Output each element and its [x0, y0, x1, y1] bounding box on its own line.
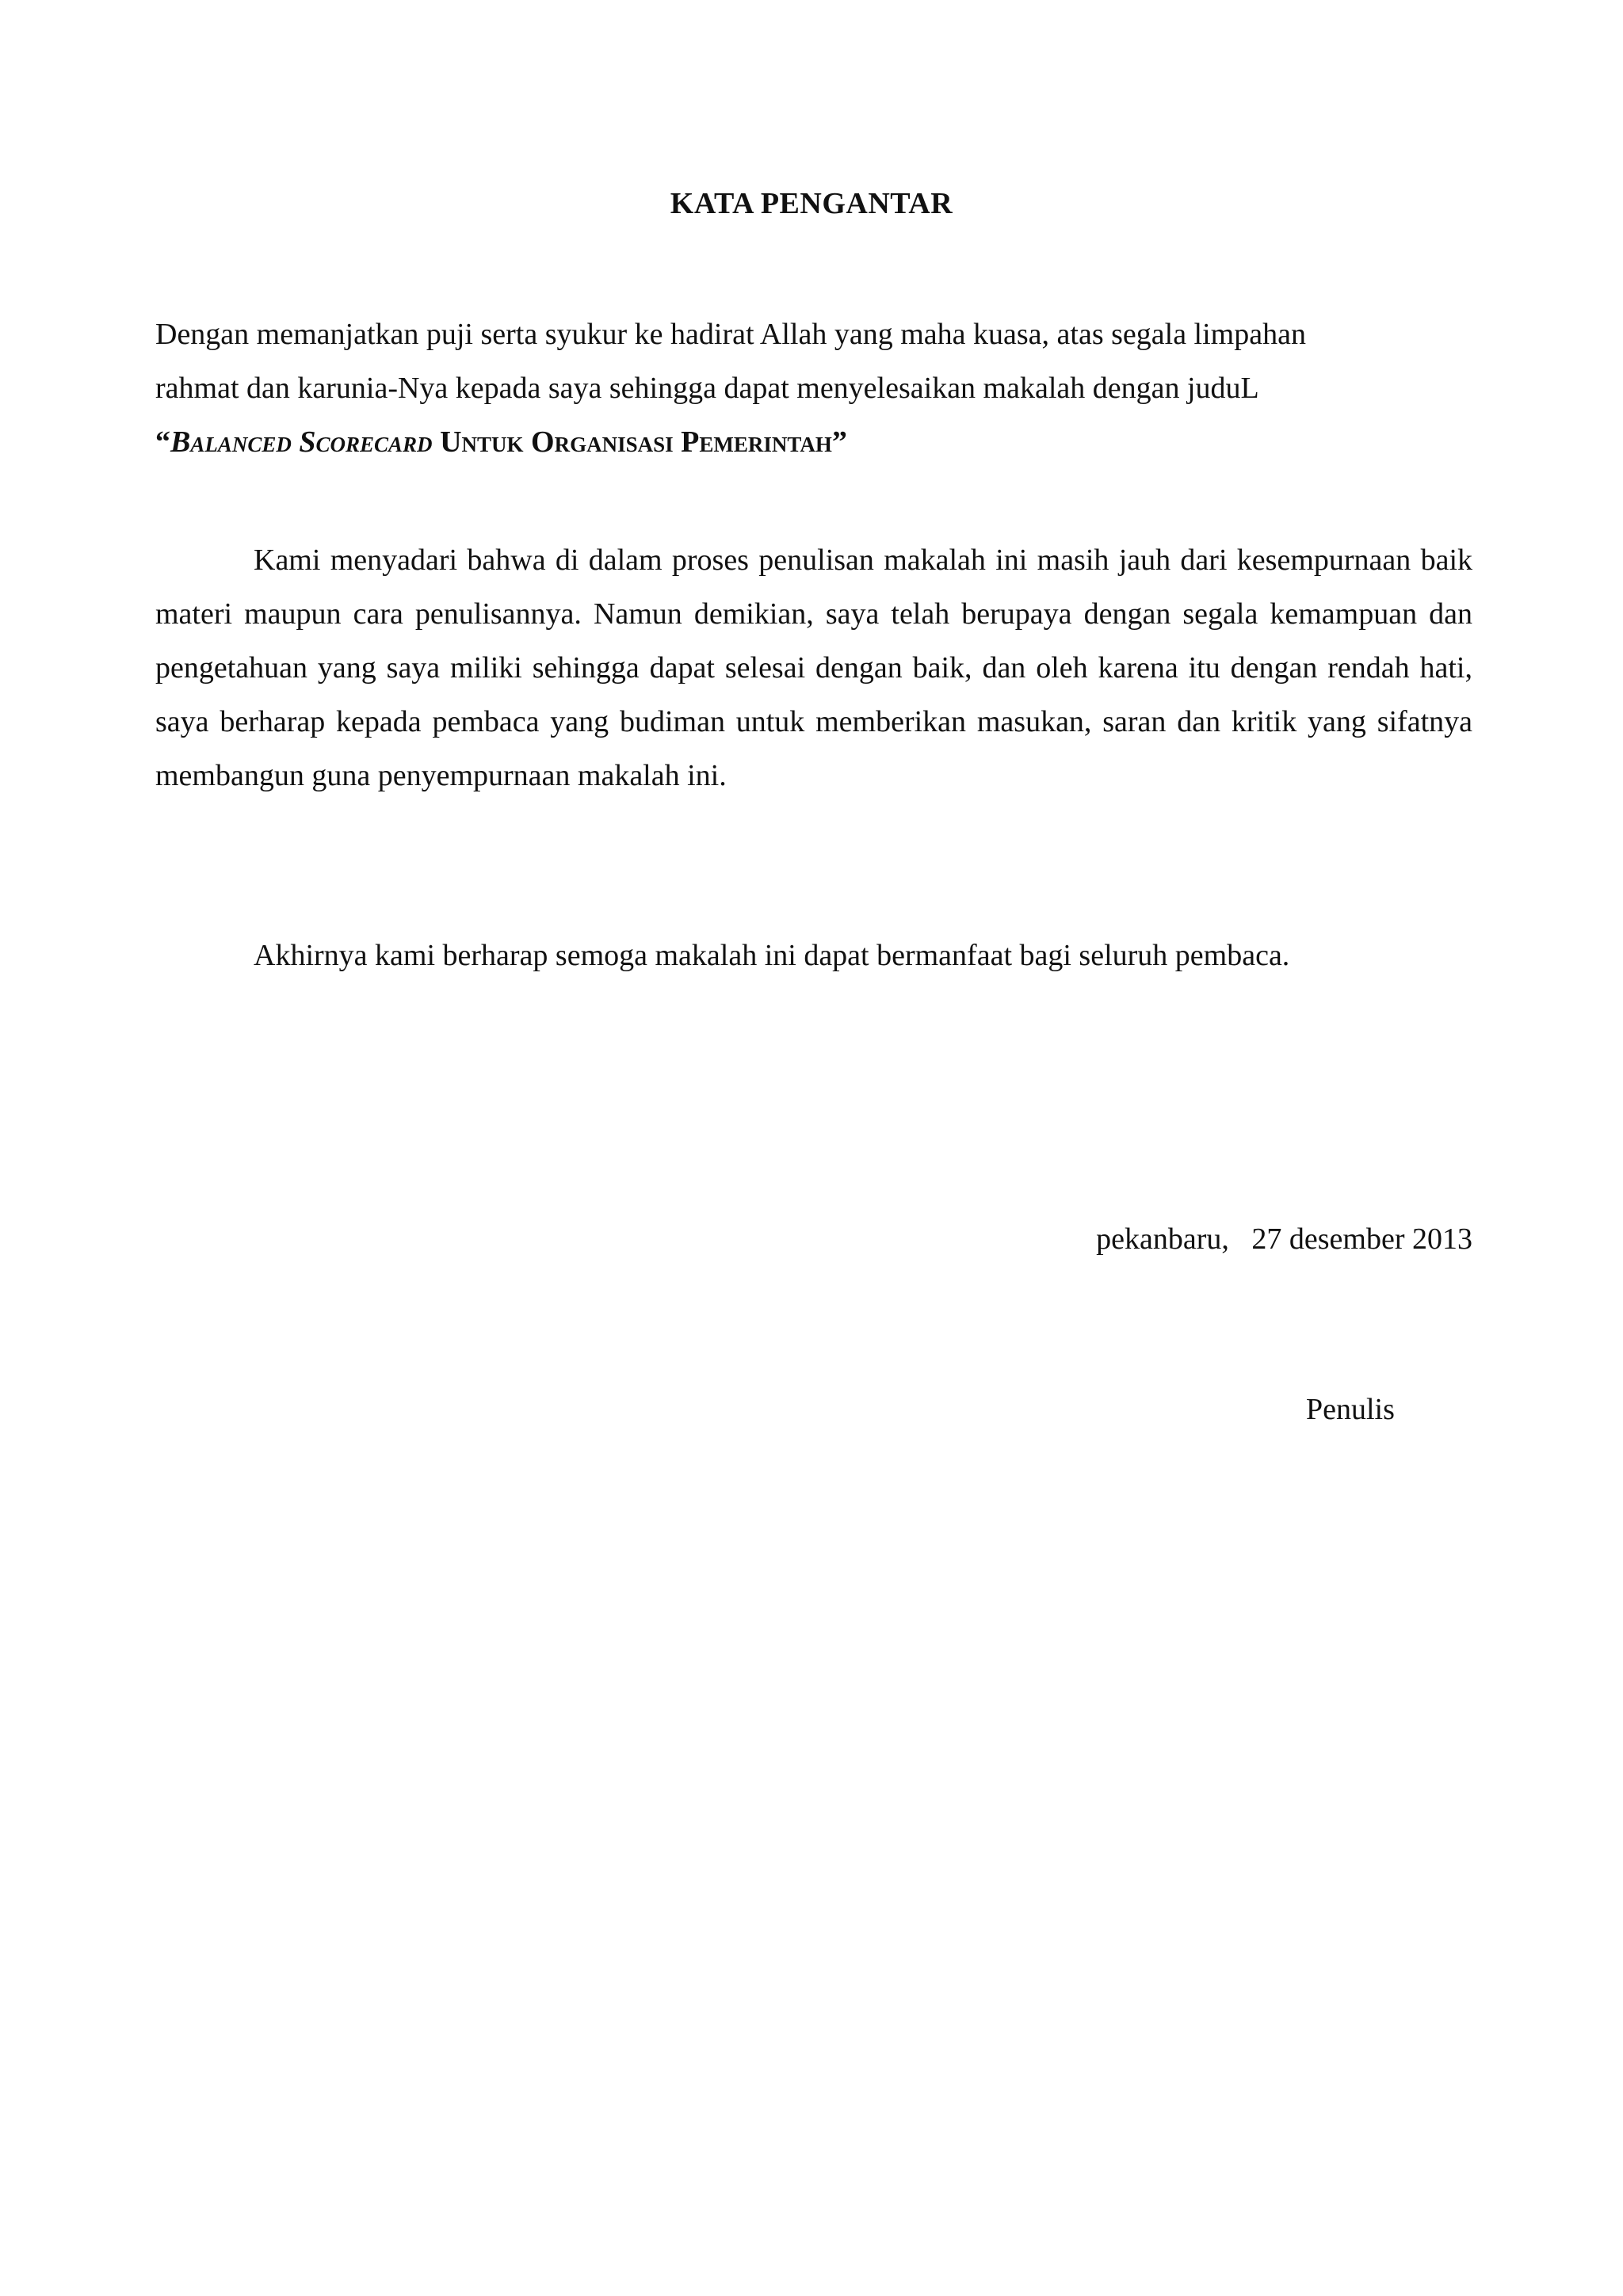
opening-line-2: rahmat dan karunia-Nya kepada saya sehingga dapat menyelesaikan makalah dengan juduL — [155, 372, 1259, 405]
subject-quote-close: ” — [831, 425, 847, 459]
subject-italic-part: Balanced Scorecard — [170, 425, 433, 459]
page-title: KATA PENGANTAR — [670, 187, 953, 220]
body-paragraph: Kami menyadari bahwa di dalam proses penulisan makalah ini masih jauh dari kesempurnaan baik materi maupun cara penulisannya. Namun demikian, saya telah berupaya dengan segala kemampuan dan pengetahuan yang saya miliki sehingga dapat selesai dengan baik, dan oleh karena itu dengan rendah hati, saya berharap kepada pembaca yang budiman untuk memberikan masukan, saran dan kritik yang sifatnya membangun guna penyempurnaan makalah ini. — [155, 543, 1472, 792]
opening-line-1: Dengan memanjatkan puji serta syukur ke hadirat Allah yang maha kuasa, atas segala limpahan — [155, 318, 1306, 351]
subject-rest: Untuk Organisasi Pemerintah — [432, 425, 832, 459]
paper-subject-title — [155, 415, 1472, 469]
place-date: pekanbaru, 27 desember 2013 — [1096, 1222, 1472, 1256]
closing-paragraph: Akhirnya kami berharap semoga makalah ini dapat bermanfaat bagi seluruh pembaca. — [254, 939, 1290, 972]
opening-paragraph — [155, 307, 1472, 469]
author-signature: Penulis — [1306, 1393, 1395, 1426]
subject-quote-open: “ — [155, 425, 170, 459]
